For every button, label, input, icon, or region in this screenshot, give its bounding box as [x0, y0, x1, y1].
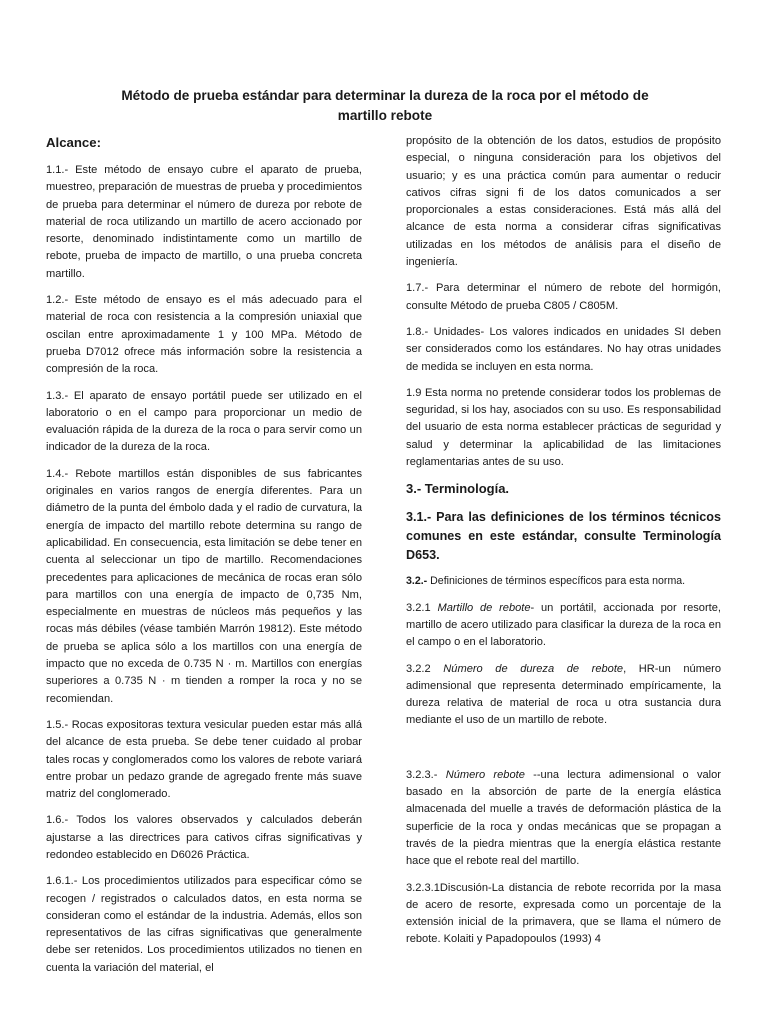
paragraph-1-6: 1.6.- Todos los valores observados y calculados deberán ajustarse a las directrices para cativos cifras significativas y redondeo establecido en D6026 Práctica.	[46, 814, 362, 861]
paragraph-3-2-3-1: 3.2.3.1Discusión-La distancia de rebote recorrida por la masa de acero de resorte, expresada como un porcentaje de la extensión inicial de la primavera, que se llama el número de rebote. Kolaiti y Papadopoulos (1993) 4	[406, 881, 721, 946]
right-column	[406, 133, 721, 958]
blank-spacer	[406, 739, 721, 767]
paragraph-1-7: 1.7.- Para determinar el número de rebote del hormigón, consulte Método de prueba C805 / C805M.	[406, 282, 721, 312]
paragraph-3-2-1	[406, 600, 721, 652]
paragraph-1-4: 1.4.- Rebote martillos están disponibles de sus fabricantes originales en varios rangos de energía diferentes. Para un diámetro de la punta del émbolo dada y el radio de curvatura, la energía de impacto del martillo rebote determina su rango de aplicabilidad. En consecuencia, esta limitación se debe tener en cuenta al seleccionar un tipo de martillo. Recomendaciones precedentes para aplicaciones de mecánica de rocas eran sólo para martillos con una energía de impacto de 0,735 Nm, especialmente en muestras de núcleos más pequeños y las rocas más débiles (véase también Marrón 19812). Este método de prueba se aplica sólo a los martillos con una energía de impacto que no exceda de 0.735 N · m. Martillos con energías superiores a 0.735 N · m tienden a romper la roca y no se recomiendan.	[46, 467, 362, 705]
paragraph-1-5: 1.5.- Rocas expositoras textura vesicular pueden estar más allá del alcance de esta prueba. Se debe tener cuidado al probar tales rocas y conglomerados como los valores de rebote variará entre probar un pedazo grande de agregado frente más suave matriz del conglomerado.	[46, 718, 362, 801]
paragraph-3-2-1-number: 3.2.1	[406, 601, 438, 614]
paragraph-3-2-3-text: --una lectura adimensional o valor basado en la absorción de parte de la energía elástica almacenada del muelle a través de deformación plástica de la superficie de la roca y ondas mecánicas que se propagan a través de la piedra mientras que la energía elástica restante hace que el rebote real del martillo.	[406, 768, 721, 868]
paragraph-3-2-3-term: Número rebote	[445, 768, 525, 781]
paragraph-1-6-1: 1.6.1.- Los procedimientos utilizados para especificar cómo se recogen / registrados o calculados datos, en esta norma se consideran como el estándar de la industria. Además, ellos son representativos de las cifras significativas que generalmente debe ser retenidos. Los procedimientos utilizados no tienen en cuenta la variación del material, el	[46, 875, 362, 974]
paragraph-3-1: 3.1.- Para las definiciones de los términos técnicos comunes en este estándar, consulte Terminología D653.	[406, 510, 721, 563]
paragraph-3-2-3	[406, 767, 721, 871]
paragraph-3-2-number: 3.2.-	[406, 575, 428, 588]
paragraph-3-2-2-term: Número de dureza de rebote	[443, 662, 624, 675]
paragraph-3-2-1-text: - un portátil, accionada por resorte, martillo de acero utilizado para clasificar la dureza de la roca en el campo o en el laboratorio.	[406, 601, 722, 649]
paragraph-3-2-text: Definiciones de términos específicos para esta norma.	[427, 575, 686, 588]
document-title: Método de prueba estándar para determinar la dureza de la roca por el método de martillo rebote	[121, 88, 649, 123]
paragraph-continuation: propósito de la obtención de los datos, estudios de propósito especial, o ninguna consideración para los objetivos del usuario; y es una práctica común para aumentar o reducir cativos cifras signi fi de los datos comunicados a ser proporcionales a estas consideraciones. Está más allá del alcance de esta norma a considerar cifras significativas utilizadas en los métodos de análisis para el diseño de ingeniería.	[406, 135, 721, 269]
paragraph-3-2-2-text: , HR-un número adimensional que representa determinado empíricamente, la dureza relativa de material de roca u otra sustancia dura mediante el uso de un martillo de rebote.	[406, 662, 722, 727]
paragraph-3-2-2	[406, 661, 721, 730]
paragraph-1-9: 1.9 Esta norma no pretende considerar todos los problemas de seguridad, si los hay, asociados con su uso. Es responsabilidad del usuario de esta norma establecer prácticas de seguridad y salud y determinar la aplicabilidad de las limitaciones reglamentarias antes de su uso.	[406, 386, 721, 469]
section-heading-alcance: Alcance:	[46, 135, 101, 150]
paragraph-1-3: 1.3.- El aparato de ensayo portátil puede ser utilizado en el laboratorio o en el campo para proporcionar un medio de evaluación rápida de la dureza de la roca o para servir como un indicador de la dureza de la roca.	[46, 389, 362, 454]
paragraph-1-8: 1.8.- Unidades- Los valores indicados en unidades SI deben ser considerados como los estándares. No hay otras unidades de medida se incluyen en esta norma.	[406, 325, 721, 373]
paragraph-3-2	[406, 573, 721, 590]
section-heading-terminologia: 3.- Terminología.	[406, 481, 510, 497]
left-column	[46, 133, 362, 986]
paragraph-3-2-1-term: Martillo de rebote	[437, 601, 531, 614]
paragraph-1-2: 1.2.- Este método de ensayo es el más adecuado para el material de roca con resistencia a la compresión uniaxial que oscilan entre aproximadamente 1 y 100 MPa. Método de prueba D7012 ofrece más información sobre la resistencia a compresión de la roca.	[46, 294, 362, 376]
paragraph-3-2-2-number: 3.2.2	[406, 662, 444, 675]
paragraph-1-1: 1.1.- Este método de ensayo cubre el aparato de prueba, muestreo, preparación de muestras de prueba y procedimientos de prueba para determinar el número de dureza por rebote de material de roca utilizando un martillo de acero accionado por resorte, denominado indistintamente como un martillo de rebote, prueba de impacto de martillo, o una prueba concreta martillo.	[46, 164, 362, 280]
paragraph-3-2-3-number: 3.2.3.-	[406, 768, 446, 781]
